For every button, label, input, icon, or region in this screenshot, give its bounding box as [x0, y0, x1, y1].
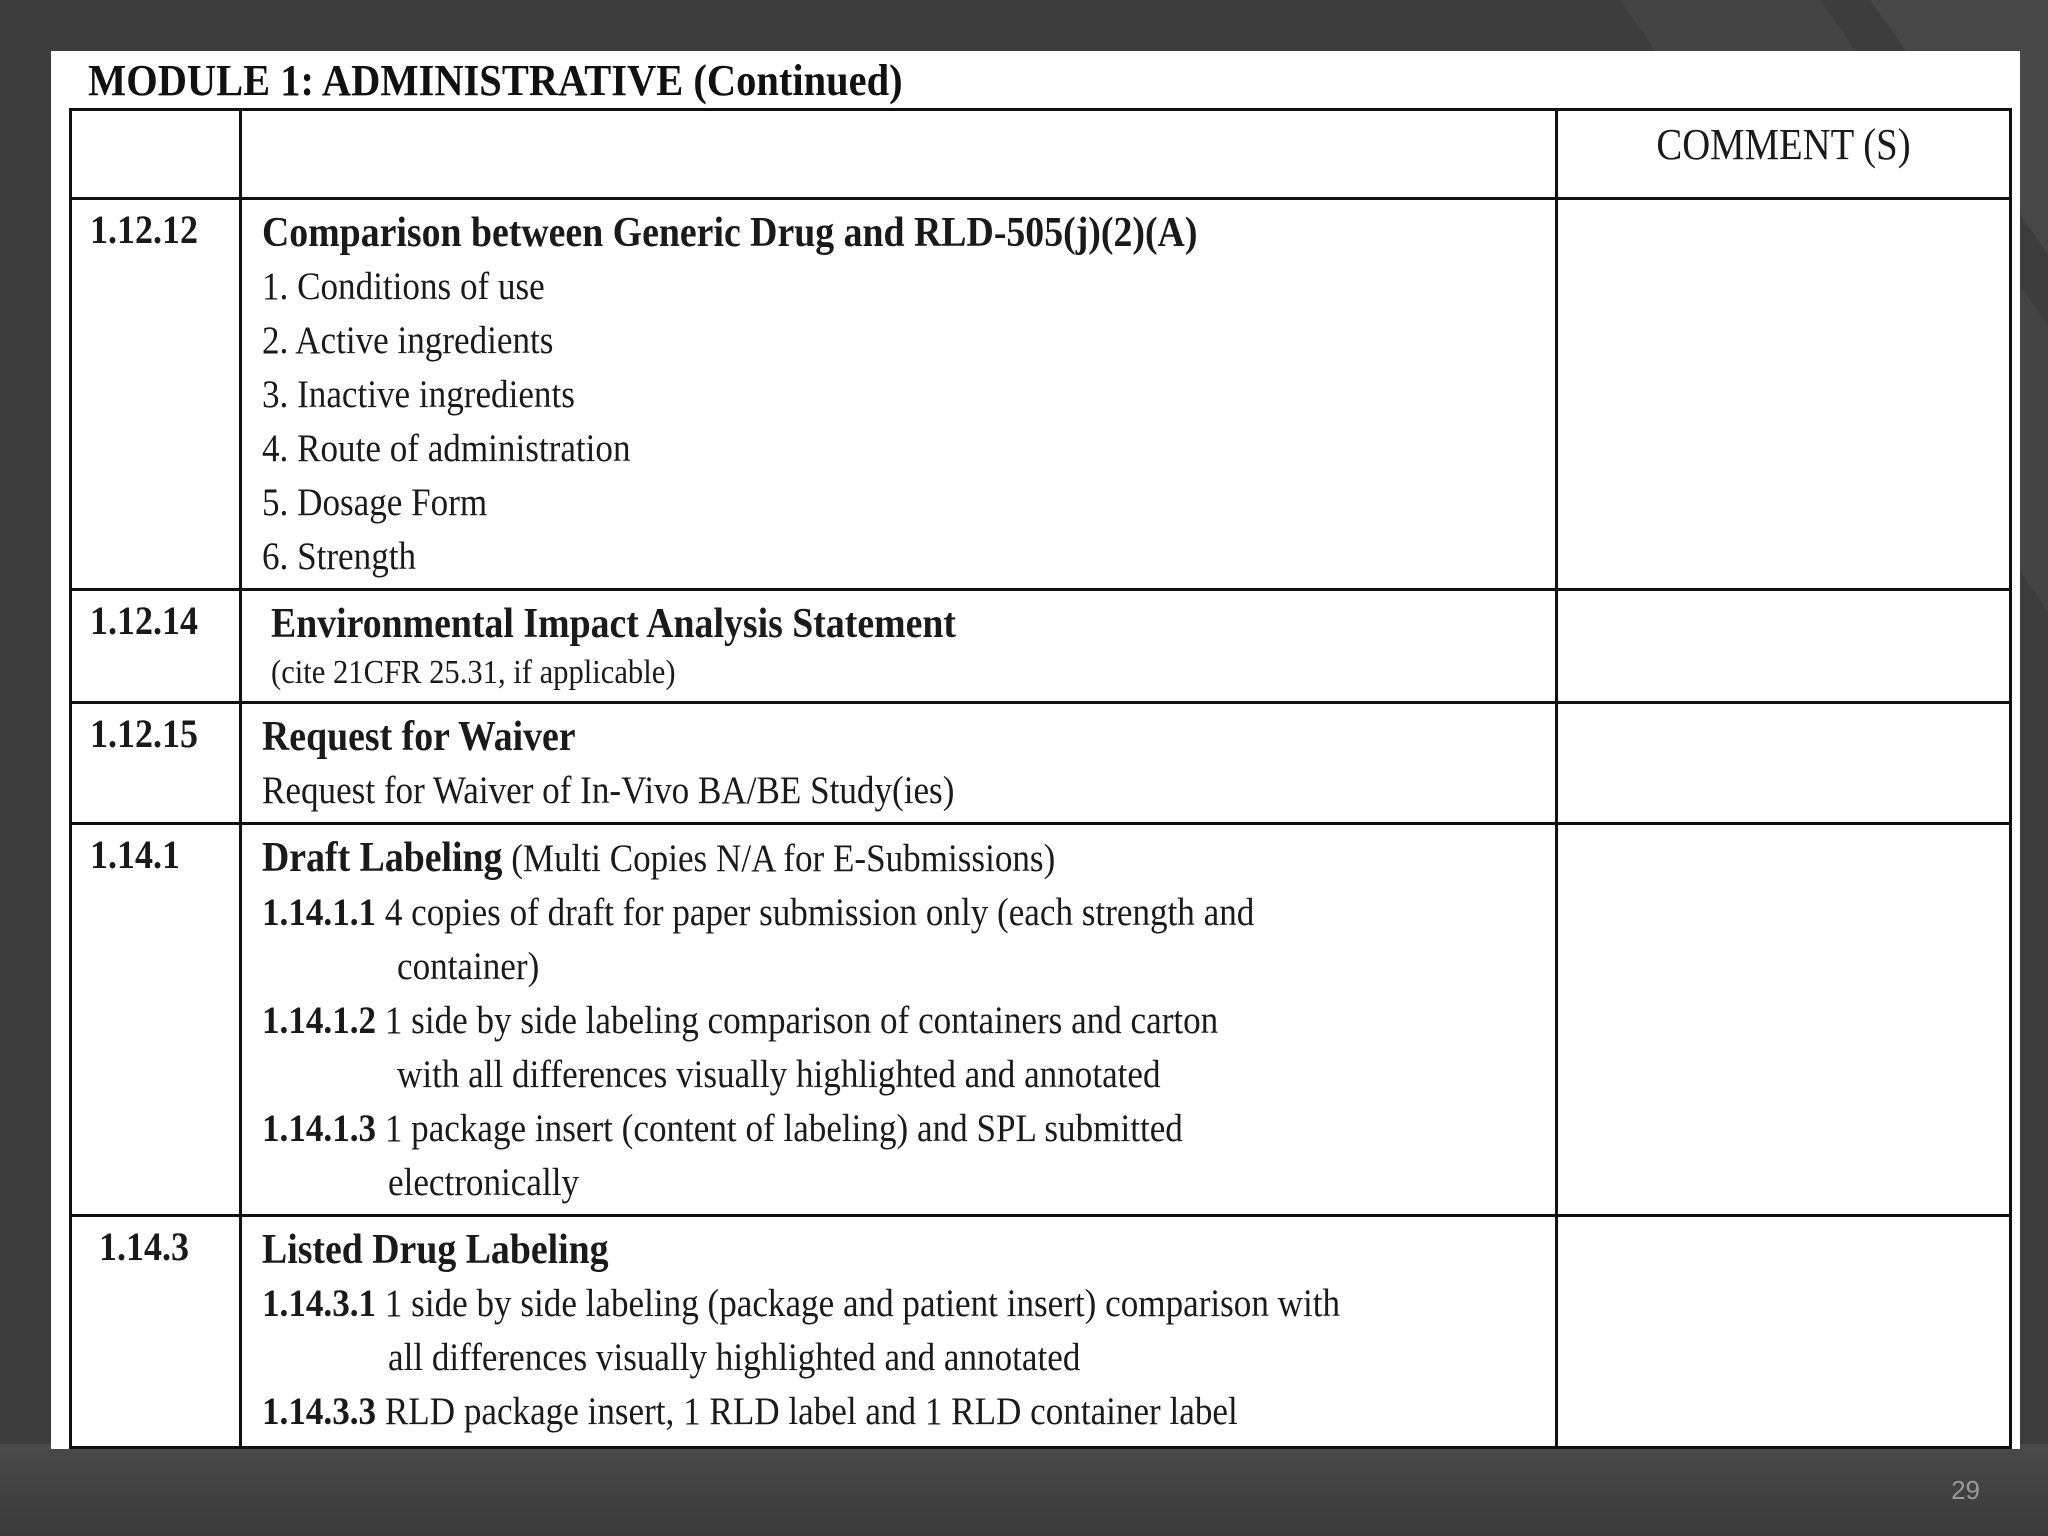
sub-item-text: RLD package insert, 1 RLD label and 1 RLD container label: [376, 1390, 1238, 1433]
row-number-cell: [71, 1216, 241, 1448]
list-item: 4. Route of administration: [262, 427, 631, 470]
list-item: 5. Dosage Form: [262, 481, 488, 524]
section-number: 1.14.1: [90, 832, 180, 877]
checklist-table: [69, 108, 2012, 1449]
section-heading-note: (Multi Copies N/A for E-Submissions): [502, 837, 1056, 880]
section-heading-line: [262, 831, 1426, 886]
section-number: 1.12.15: [90, 711, 198, 756]
table-row: [71, 1216, 2011, 1448]
sub-item-id: 1.14.3.3: [262, 1390, 377, 1433]
sub-item: [262, 886, 1426, 940]
list-item: 2. Active ingredients: [262, 319, 554, 362]
section-heading: Request for Waiver: [262, 714, 576, 760]
sub-item-id: 1.14.1.1: [262, 891, 377, 934]
sub-item: [262, 1385, 1426, 1439]
section-number: 1.12.14: [90, 598, 198, 643]
row-number-cell: [71, 590, 241, 703]
list-item: 1. Conditions of use: [262, 265, 545, 308]
slide-footer: [0, 1444, 2048, 1536]
sub-item: [262, 1277, 1426, 1331]
list-item: 6. Strength: [262, 535, 417, 578]
table-row: [71, 590, 2011, 703]
section-note: (cite 21CFR 25.31, if applicable): [271, 654, 676, 691]
row-number-cell: [71, 703, 241, 824]
sub-item: [262, 1102, 1426, 1156]
row-description-cell: [241, 590, 1557, 703]
sub-item-id: 1.14.1.3: [262, 1107, 377, 1150]
header-cell-description: [241, 110, 1557, 199]
row-description-cell: [241, 824, 1557, 1216]
row-description-cell: [241, 1216, 1557, 1448]
header-cell-comment: [1557, 110, 2011, 199]
row-comment-cell: [1557, 703, 2011, 824]
slide-number: 29: [1951, 1475, 1980, 1505]
table-row: [71, 824, 2011, 1216]
row-comment-cell: [1557, 824, 2011, 1216]
row-comment-cell: [1557, 199, 2011, 590]
row-number-cell: [71, 199, 241, 590]
table-header-row: [71, 110, 2011, 199]
comment-header-label: COMMENT (S): [1656, 120, 1911, 169]
sub-item-text: 1 side by side labeling (package and patient insert) comparison with: [376, 1282, 1341, 1325]
row-comment-cell: [1557, 1216, 2011, 1448]
section-heading: Draft Labeling: [262, 835, 503, 881]
section-heading: Comparison between Generic Drug and RLD-505(j)(2)(A): [262, 210, 1198, 256]
sub-item-continuation: with all differences visually highlighted and annotated: [397, 1053, 1161, 1096]
section-heading: Environmental Impact Analysis Statement: [271, 601, 956, 647]
section-text: Request for Waiver of In-Vivo BA/BE Study(ies): [262, 769, 955, 812]
module-title: MODULE 1: ADMINISTRATIVE (Continued): [88, 56, 903, 105]
row-description-cell: [241, 199, 1557, 590]
table-row: [71, 703, 2011, 824]
sub-item-id: 1.14.3.1: [262, 1282, 377, 1325]
section-number: 1.12.12: [90, 207, 198, 252]
sub-item: [262, 994, 1426, 1048]
section-number: 1.14.3: [99, 1224, 189, 1269]
table-row: [71, 199, 2011, 590]
sub-item-text: 4 copies of draft for paper submission only (each strength and: [376, 891, 1255, 934]
sub-item-id: 1.14.1.2: [262, 999, 377, 1042]
sub-item-continuation: all differences visually highlighted and annotated: [388, 1336, 1081, 1379]
list-item: 3. Inactive ingredients: [262, 373, 575, 416]
sub-item-text: 1 package insert (content of labeling) and SPL submitted: [376, 1107, 1183, 1150]
row-comment-cell: [1557, 590, 2011, 703]
header-cell-number: [71, 110, 241, 199]
row-number-cell: [71, 824, 241, 1216]
row-description-cell: [241, 703, 1557, 824]
sub-item-continuation: container): [397, 945, 540, 988]
section-heading: Listed Drug Labeling: [262, 1227, 609, 1273]
sub-item-continuation: electronically: [388, 1161, 579, 1204]
document-page: [51, 51, 2020, 1449]
sub-item-text: 1 side by side labeling comparison of containers and carton: [376, 999, 1219, 1042]
